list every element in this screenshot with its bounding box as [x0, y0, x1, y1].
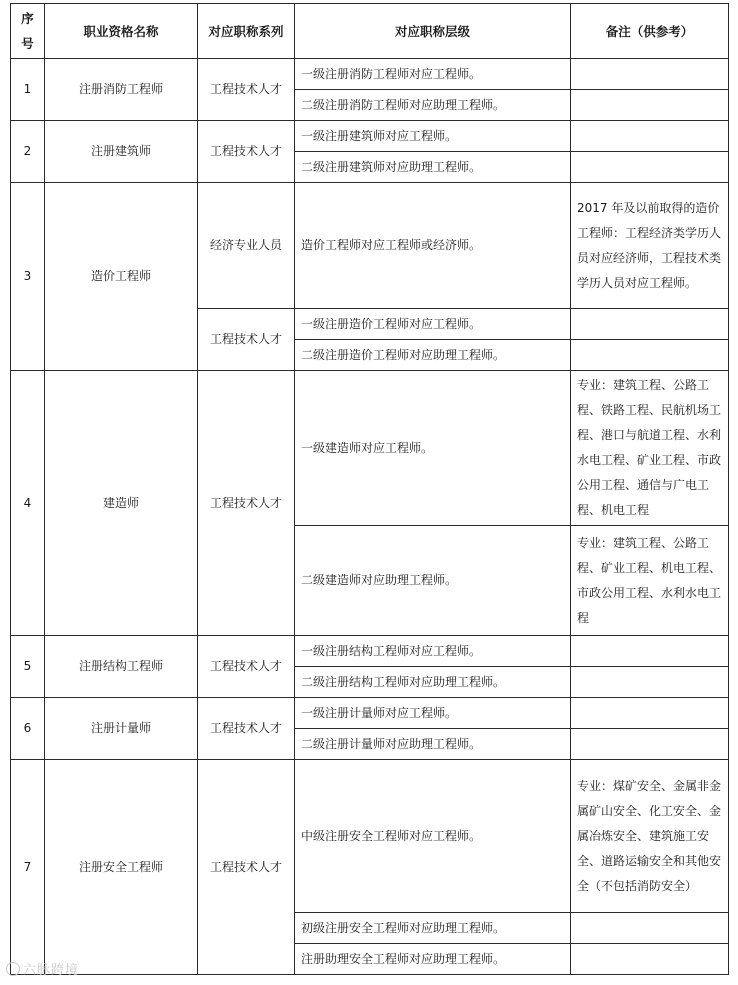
table-row: [11, 760, 729, 913]
series-cell: 工程技术人才: [198, 309, 295, 371]
series-cell: 工程技术人才: [198, 121, 295, 183]
level-cell: 一级注册造价工程师对应工程师。: [295, 309, 571, 340]
name-cell: 注册建筑师: [45, 121, 198, 183]
seq-cell: 5: [11, 636, 45, 698]
table-row: [11, 371, 729, 526]
level-cell: 一级建造师对应工程师。: [295, 371, 571, 526]
series-cell: 工程技术人才: [198, 636, 295, 698]
table-row: [11, 636, 729, 667]
header-note: 备注（供参考）: [571, 4, 729, 59]
level-cell: 二级建造师对应助理工程师。: [295, 526, 571, 636]
series-cell: 经济专业人员: [198, 183, 295, 309]
table-row: [11, 59, 729, 90]
note-cell: [571, 340, 729, 371]
note-cell: [571, 121, 729, 152]
seq-cell: 3: [11, 183, 45, 371]
note-cell: 专业：煤矿安全、金属非金属矿山安全、化工安全、金属冶炼安全、建筑施工安全、道路运输安全和其他安全（不包括消防安全）: [571, 760, 729, 913]
level-cell: 二级注册造价工程师对应助理工程师。: [295, 340, 571, 371]
note-cell: [571, 636, 729, 667]
note-cell: 专业：建筑工程、公路工程、矿业工程、机电工程、市政公用工程、水利水电工程: [571, 526, 729, 636]
series-cell: 工程技术人才: [198, 59, 295, 121]
watermark: [6, 959, 79, 978]
level-cell: 中级注册安全工程师对应工程师。: [295, 760, 571, 913]
level-cell: 二级注册计量师对应助理工程师。: [295, 729, 571, 760]
name-cell: 注册结构工程师: [45, 636, 198, 698]
header-seq-line-2: 号: [21, 36, 34, 51]
header-series: 对应职称系列: [198, 4, 295, 59]
series-cell: 工程技术人才: [198, 371, 295, 636]
level-cell: 注册助理安全工程师对应助理工程师。: [295, 944, 571, 975]
seq-cell: 7: [11, 760, 45, 975]
header-seq: [11, 4, 45, 59]
qualification-table: [10, 3, 729, 975]
note-cell: [571, 913, 729, 944]
series-cell: 工程技术人才: [198, 698, 295, 760]
note-cell: [571, 667, 729, 698]
name-cell: 造价工程师: [45, 183, 198, 371]
header-row: [11, 4, 729, 59]
note-cell: [571, 152, 729, 183]
name-cell: 注册安全工程师: [45, 760, 198, 975]
seq-cell: 6: [11, 698, 45, 760]
watermark-text: 六脉跨境: [23, 963, 80, 978]
table-row: [11, 183, 729, 309]
note-cell: [571, 729, 729, 760]
header-seq-line-1: 序: [21, 11, 34, 26]
note-cell: [571, 698, 729, 729]
note-cell: 2017 年及以前取得的造价工程师：工程经济类学历人员对应经济师，工程技术类学历人员对应工程师。: [571, 183, 729, 309]
note-cell: [571, 944, 729, 975]
header-level: 对应职称层级: [295, 4, 571, 59]
note-cell: 专业：建筑工程、公路工程、铁路工程、民航机场工程、港口与航道工程、水利水电工程、矿业工程、市政公用工程、通信与广电工程、机电工程: [571, 371, 729, 526]
seq-cell: 1: [11, 59, 45, 121]
name-cell: 注册计量师: [45, 698, 198, 760]
header-name: 职业资格名称: [45, 4, 198, 59]
seq-cell: 4: [11, 371, 45, 636]
level-cell: 一级注册消防工程师对应工程师。: [295, 59, 571, 90]
watermark-logo-icon: [6, 962, 20, 976]
level-cell: 一级注册计量师对应工程师。: [295, 698, 571, 729]
level-cell: 二级注册消防工程师对应助理工程师。: [295, 90, 571, 121]
table-row: [11, 121, 729, 152]
note-cell: [571, 59, 729, 90]
name-cell: 建造师: [45, 371, 198, 636]
note-cell: [571, 90, 729, 121]
level-cell: 造价工程师对应工程师或经济师。: [295, 183, 571, 309]
level-cell: 二级注册结构工程师对应助理工程师。: [295, 667, 571, 698]
name-cell: 注册消防工程师: [45, 59, 198, 121]
note-cell: [571, 309, 729, 340]
level-cell: 一级注册结构工程师对应工程师。: [295, 636, 571, 667]
series-cell: 工程技术人才: [198, 760, 295, 975]
level-cell: 二级注册建筑师对应助理工程师。: [295, 152, 571, 183]
table-row: [11, 698, 729, 729]
level-cell: 一级注册建筑师对应工程师。: [295, 121, 571, 152]
level-cell: 初级注册安全工程师对应助理工程师。: [295, 913, 571, 944]
seq-cell: 2: [11, 121, 45, 183]
